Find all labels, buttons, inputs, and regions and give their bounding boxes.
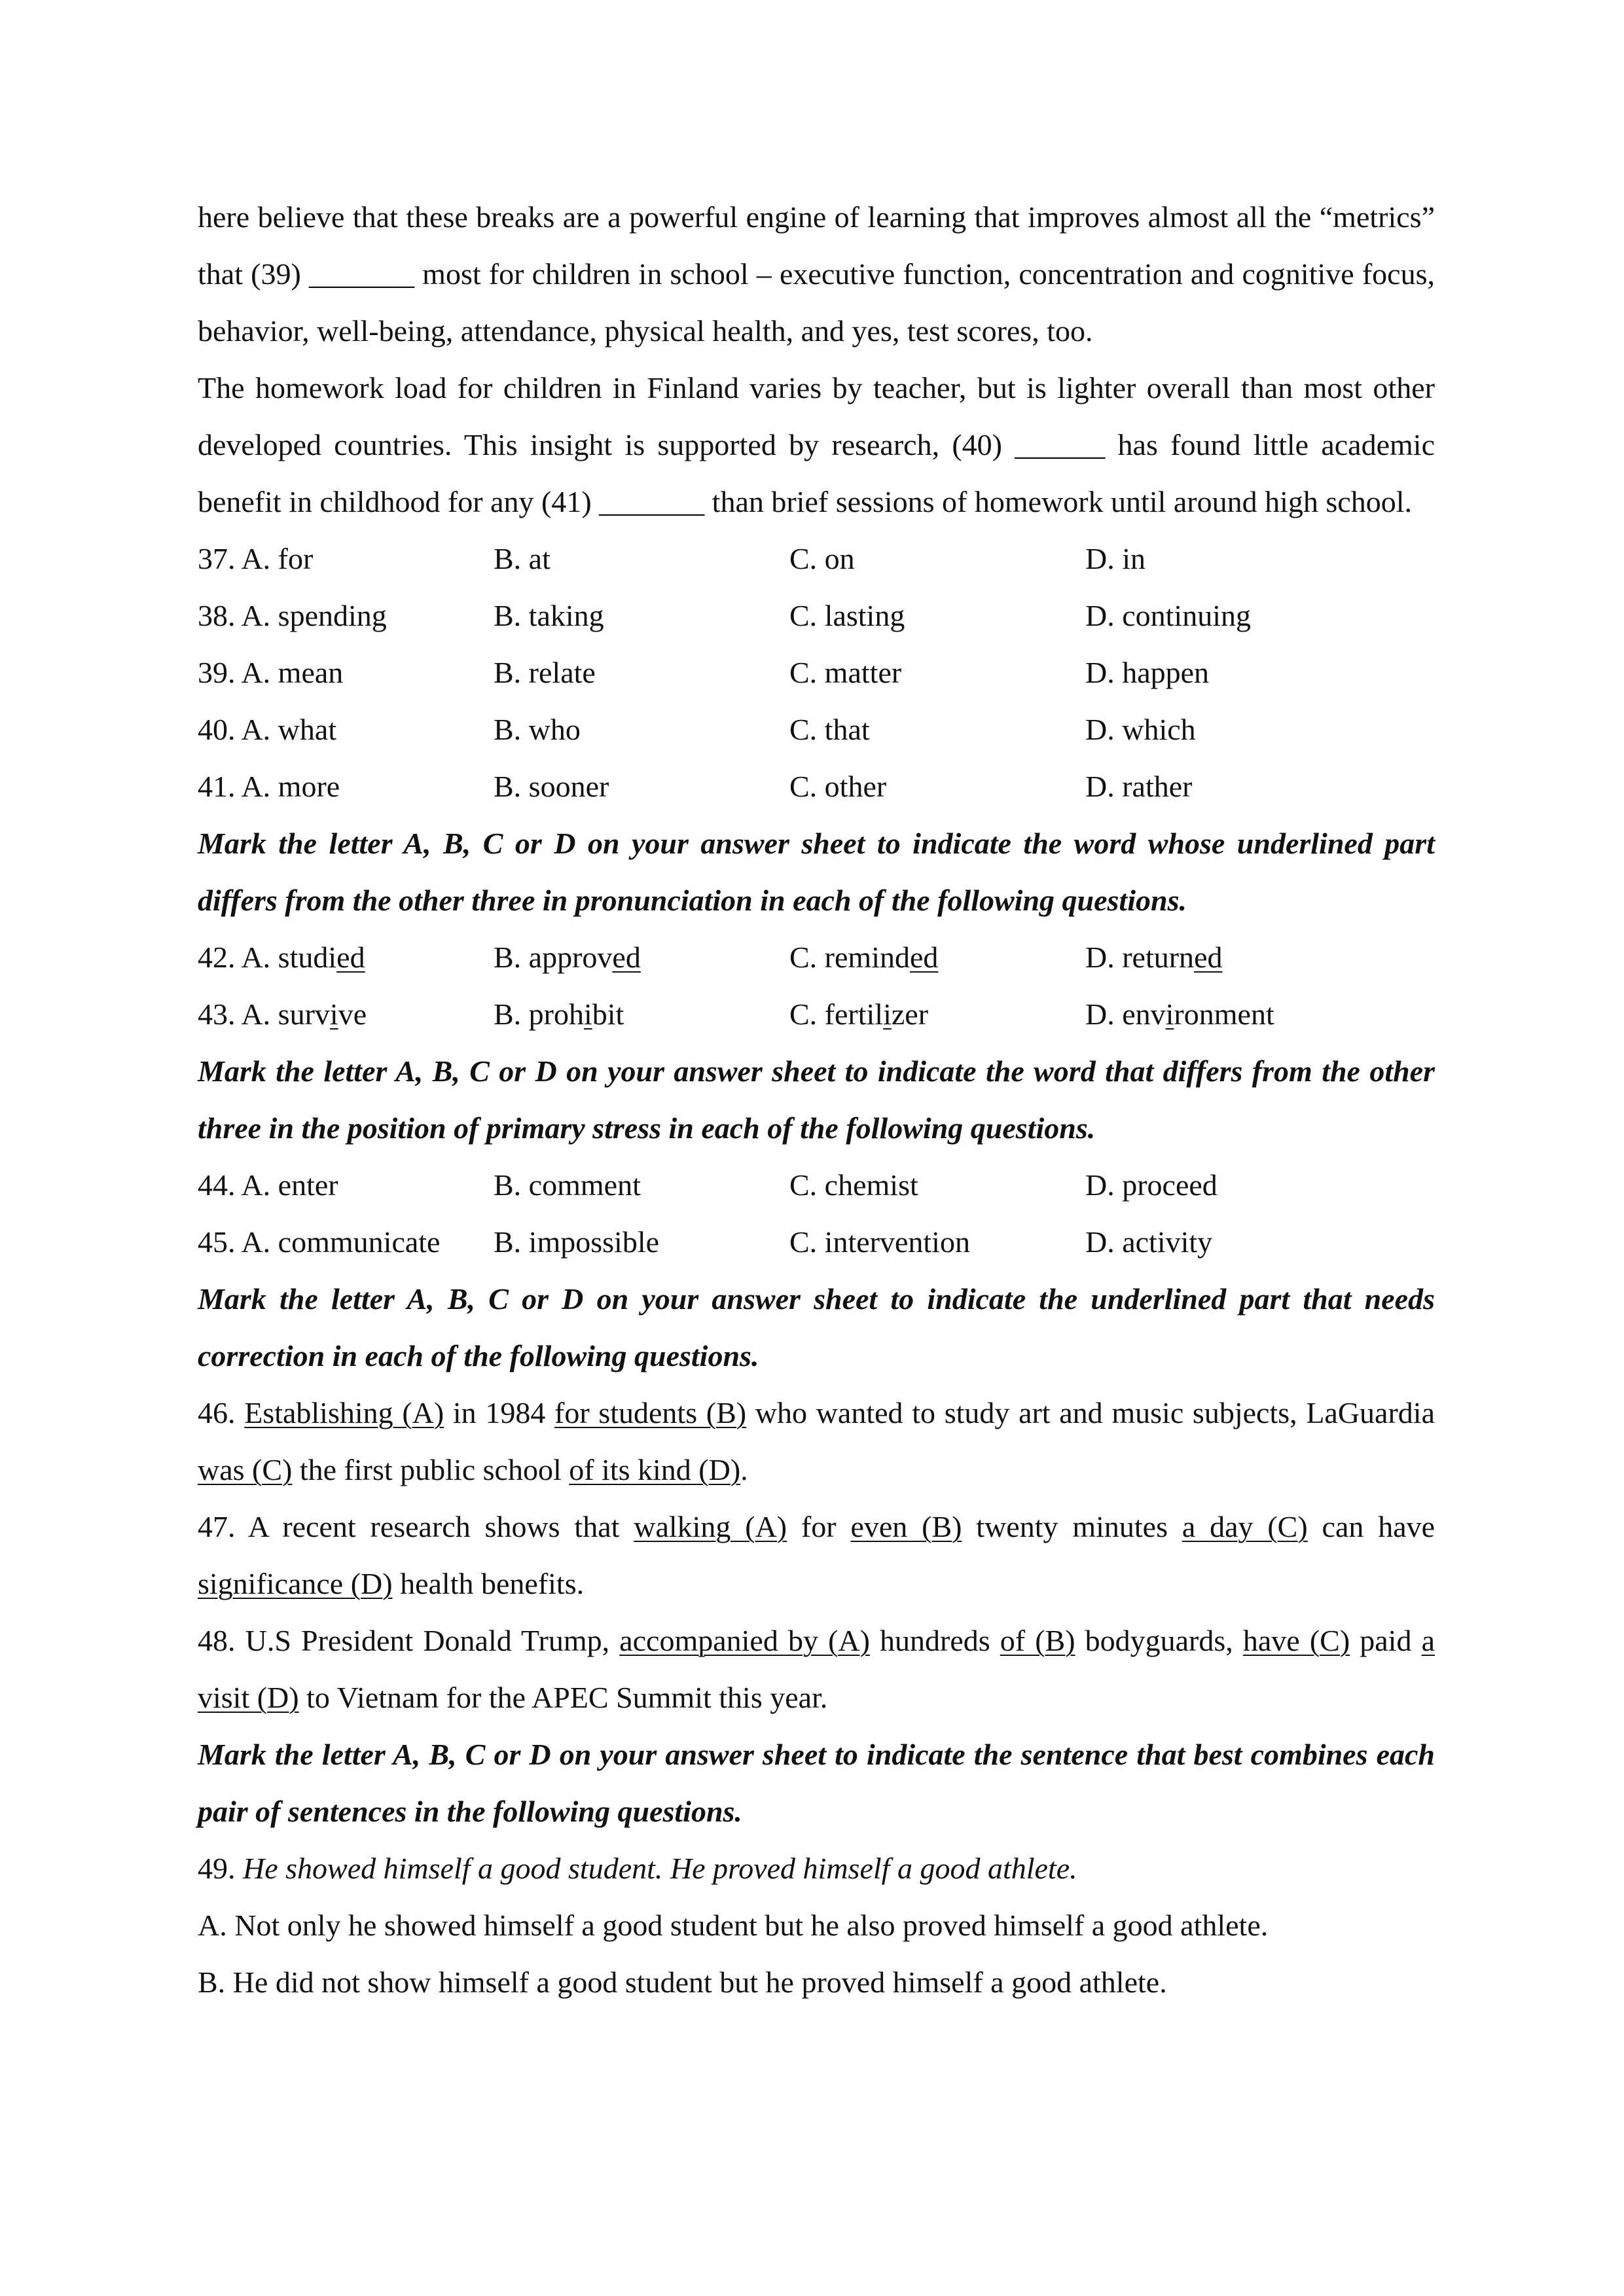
question-text: 47. A recent research shows that <box>198 1510 634 1543</box>
underlined-part-b: for students (B) <box>554 1396 747 1429</box>
question-48 <box>198 1612 1435 1726</box>
underlined-part-d: a visit (D) <box>198 1624 1435 1714</box>
underlined-part: i <box>329 997 338 1031</box>
question-45 <box>198 1213 1435 1270</box>
option-text: ronment <box>1174 997 1274 1031</box>
question-text: can have <box>1307 1510 1435 1543</box>
option-text: 43. A. surv <box>198 997 330 1031</box>
question-37 <box>198 530 1435 587</box>
option-c: C. lasting <box>789 599 905 632</box>
option-a: 38. A. spending <box>198 599 387 632</box>
option-a <box>198 986 494 1043</box>
option-text: ve <box>338 997 367 1031</box>
question-43 <box>198 986 1435 1043</box>
option-a: 39. A. mean <box>198 656 344 689</box>
option-c: C. other <box>789 770 887 803</box>
passage-paragraph-1: here believe that these breaks are a powerful engine of learning that improves almost all the “metrics” that (39) _______ most for children in school – executive function, concentration and cognitive focus, behavior, well-being, attendance, physical health, and yes, test scores, too. <box>198 200 1435 348</box>
underlined-part: ed <box>612 941 641 974</box>
option-d: D. in <box>1085 542 1146 575</box>
question-stem: He showed himself a good student. He proved himself a good athlete. <box>243 1852 1077 1885</box>
option-d: D. proceed <box>1085 1168 1218 1202</box>
question-text: hundreds <box>869 1624 1000 1657</box>
underlined-part: ed <box>1194 941 1223 974</box>
option-a <box>198 929 494 986</box>
question-text: bodyguards, <box>1075 1624 1243 1657</box>
question-41 <box>198 758 1435 815</box>
underlined-part-a: Establishing (A) <box>244 1396 444 1429</box>
question-text: paid <box>1350 1624 1422 1657</box>
option-c: C. matter <box>789 656 902 689</box>
question-47 <box>198 1498 1435 1612</box>
underlined-part-a: walking (A) <box>634 1510 787 1543</box>
underlined-part-b: even (B) <box>850 1510 962 1543</box>
instruction-error-correction: Mark the letter A, B, C or D on your answer sheet to indicate the underlined part that needs correction in each of the following questions. <box>198 1282 1435 1372</box>
passage-paragraph-2: The homework load for children in Finland varies by teacher, but is lighter overall than most other developed countries. This insight is supported by research, (40) ______ has found little academic benefit in childhood for any (41) _______ than brief sessions of homework until around high school. <box>198 371 1435 518</box>
option-d <box>1085 929 1435 986</box>
option-text: zer <box>891 997 929 1031</box>
question-text: the first public school <box>292 1453 569 1486</box>
instruction-stress: Mark the letter A, B, C or D on your answer sheet to indicate the word that differs from the other three in the position of primary stress in each of the following questions. <box>198 1054 1435 1145</box>
question-46 <box>198 1384 1435 1498</box>
question-40 <box>198 701 1435 758</box>
question-42 <box>198 929 1435 986</box>
option-text: D. env <box>1085 997 1166 1031</box>
question-39 <box>198 644 1435 701</box>
option-a: 44. A. enter <box>198 1168 338 1202</box>
underlined-part: i <box>883 997 892 1031</box>
option-c: C. intervention <box>789 1225 970 1259</box>
option-c: C. chemist <box>789 1168 918 1202</box>
underlined-part-b: of (B) <box>1000 1624 1075 1657</box>
underlined-part-c: was (C) <box>198 1453 293 1486</box>
option-b <box>494 929 789 986</box>
question-text: health benefits. <box>392 1567 585 1600</box>
option-c: C. that <box>789 713 870 746</box>
option-d: D. continuing <box>1085 599 1251 632</box>
option-text: B. proh <box>494 997 584 1031</box>
question-number: 49. <box>198 1852 243 1885</box>
option-a: 37. A. for <box>198 542 314 575</box>
option-d: D. rather <box>1085 770 1193 803</box>
instruction-combine-sentences: Mark the letter A, B, C or D on your answer sheet to indicate the sentence that best combines each pair of sentences in the following questions. <box>198 1738 1435 1828</box>
question-number: 46. <box>198 1396 236 1429</box>
question-49 <box>198 1840 1435 1897</box>
question-44 <box>198 1157 1435 1213</box>
option-b: B. comment <box>494 1168 641 1202</box>
option-text: C. remind <box>789 941 910 974</box>
underlined-part-d: significance (D) <box>198 1567 393 1600</box>
question-text: twenty minutes <box>962 1510 1182 1543</box>
option-d: D. happen <box>1085 656 1210 689</box>
option-text: bit <box>592 997 624 1031</box>
underlined-part: ed <box>909 941 939 974</box>
underlined-part: i <box>1165 997 1174 1031</box>
underlined-part: ed <box>336 941 365 974</box>
option-b: B. taking <box>494 599 604 632</box>
underlined-part-c: a day (C) <box>1182 1510 1308 1543</box>
question-38 <box>198 587 1435 644</box>
question-text: who wanted to study art and music subjects, LaGuardia <box>746 1396 1435 1429</box>
option-c: C. on <box>789 542 855 575</box>
question-text: for <box>787 1510 851 1543</box>
option-c <box>789 929 1085 986</box>
option-a: 40. A. what <box>198 713 337 746</box>
instruction-pronunciation: Mark the letter A, B, C or D on your answer sheet to indicate the word whose underlined part differs from the other three in pronunciation in each of the following questions. <box>198 827 1435 917</box>
underlined-part: i <box>584 997 592 1031</box>
option-text: 42. A. studi <box>198 941 337 974</box>
underlined-part-a: accompanied by (A) <box>619 1624 870 1657</box>
option-a: 45. A. communicate <box>198 1225 441 1259</box>
option-b: B. impossible <box>494 1225 660 1259</box>
option-b: B. who <box>494 713 581 746</box>
question-text: 48. U.S President Donald Trump, <box>198 1624 620 1657</box>
option-b <box>494 986 789 1043</box>
option-d: D. activity <box>1085 1225 1213 1259</box>
option-a: 41. A. more <box>198 770 340 803</box>
option-c <box>789 986 1085 1043</box>
option-text: B. approv <box>494 941 613 974</box>
underlined-part-d: of its kind (D) <box>569 1453 741 1486</box>
question-text: in 1984 <box>444 1396 555 1429</box>
option-d <box>1085 986 1435 1043</box>
option-text: C. fertil <box>789 997 884 1031</box>
option-b: B. sooner <box>494 770 609 803</box>
underlined-part-c: have (C) <box>1242 1624 1350 1657</box>
question-49-option-a: A. Not only he showed himself a good student but he also proved himself a good athlete. <box>198 1909 1269 1942</box>
option-d: D. which <box>1085 713 1196 746</box>
exam-page <box>198 188 1435 2011</box>
question-49-option-b: B. He did not show himself a good student but he proved himself a good athlete. <box>198 1965 1167 1999</box>
option-b: B. relate <box>494 656 596 689</box>
option-text: D. return <box>1085 941 1195 974</box>
option-b: B. at <box>494 542 550 575</box>
question-text: . <box>740 1453 748 1486</box>
question-text: to Vietnam for the APEC Summit this year. <box>298 1681 828 1714</box>
